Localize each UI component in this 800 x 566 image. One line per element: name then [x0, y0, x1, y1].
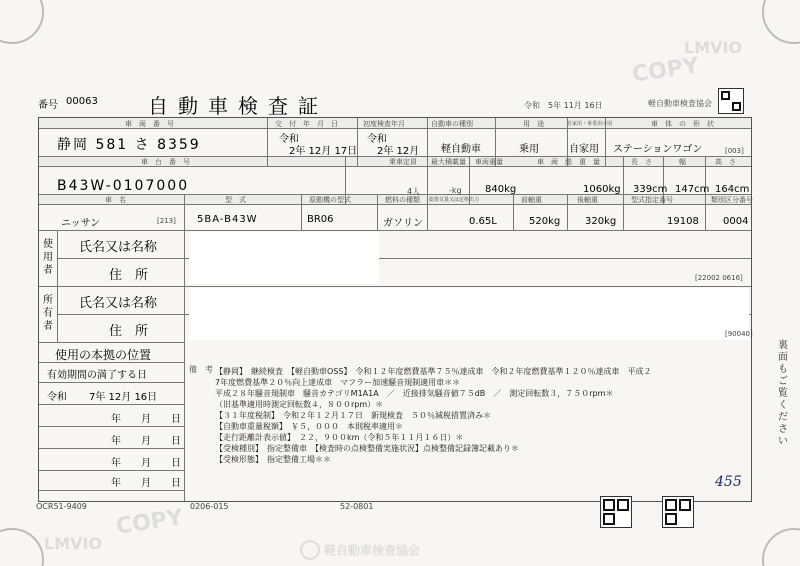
- owner-side-label: 所有者: [43, 295, 53, 332]
- plate-number: 静岡 581 さ 8359: [57, 137, 201, 153]
- qr-code-icon: [662, 496, 694, 528]
- vehicle-kind: 軽自動車: [441, 144, 481, 155]
- chassis-number: B43W-0107000: [57, 178, 190, 194]
- remarks-line: 【受検種別】 指定整備車 【検査時の点検整備実施状況】点検整備記録簿記載あり＊: [215, 444, 519, 453]
- corner-ornament: [762, 0, 800, 44]
- expiry-label: 有効期間の満了する日: [47, 370, 147, 381]
- header-use: 用 途: [523, 120, 544, 128]
- class-no-value: 0004: [723, 216, 749, 227]
- expiry-era: 令和: [47, 392, 67, 403]
- fuel-type: ガソリン: [383, 218, 423, 229]
- expiry-blank: 年 月 日: [111, 414, 181, 425]
- user-name-label: 氏名又は名称: [79, 240, 158, 255]
- remarks-line: 7年度燃費基準２０％向上達成車 マフラー加速騒音規制適用車＊＊: [215, 378, 461, 387]
- header-plate: 車 両 番 号: [125, 120, 174, 128]
- max-load-value: -kg: [449, 186, 462, 195]
- private-use: 自家用: [569, 144, 599, 155]
- header-fuel: 燃料の種類: [385, 196, 420, 204]
- remarks-label: 備 考: [189, 365, 213, 374]
- first-date-value: 2年 12月: [377, 146, 420, 157]
- handwritten-number: 455: [715, 474, 742, 490]
- issuer-name: 軽自動車検査協会: [648, 99, 712, 108]
- type-no-value: 19108: [667, 216, 699, 227]
- watermark-brand: LMVIO: [44, 534, 103, 553]
- remarks-line: 【走行距離計表示値】 ２２，９００km（令和５年１１月１６日）＊: [215, 433, 464, 442]
- body-shape: ステーションワゴン: [613, 144, 703, 155]
- remarks-line: 【３１年度税制】 令和２年１２月１７日 新規検査 ５０％減税措置済み＊: [215, 411, 491, 420]
- watermark-issuer: [300, 540, 420, 560]
- number-label: 番号: [38, 100, 58, 111]
- header-width: 幅: [679, 158, 686, 166]
- model-code: 5BA-B43W: [197, 214, 258, 225]
- width-value: 147cm: [675, 184, 710, 195]
- issue-era: 令和: [279, 134, 299, 145]
- header-first-date: 初度検査年月: [363, 120, 405, 128]
- remarks-line: 平成２８年騒音規制車 騒音カテゴリM1A1A ／ 近接排気騒音値７５dB ／ 測定回転数３，７５０rpm＊: [215, 389, 614, 398]
- expiry-date: 7年 12月 16日: [89, 392, 158, 403]
- header-capacity: 乗車定員: [389, 158, 417, 166]
- displacement-value: 0.65L: [469, 216, 497, 227]
- vehicle-use: 乗用: [519, 144, 539, 155]
- certificate-number: 00063: [66, 96, 98, 107]
- redacted-user: [189, 232, 379, 284]
- header-class-no: 類別区分番号: [711, 196, 753, 204]
- owner-name-label: 氏名又は名称: [79, 296, 158, 311]
- header-weight: 車両重量: [475, 158, 503, 166]
- expiry-blank: 年 月 日: [111, 478, 181, 489]
- certificate-table: [38, 117, 752, 502]
- back-side-note: 裏面もご覧ください: [778, 340, 788, 447]
- header-kind: 自動車の種別: [431, 120, 473, 128]
- remarks-line: 【受検形態】 指定整備工場＊＊: [215, 455, 331, 464]
- header-engine: 原動機の型式: [309, 196, 351, 204]
- header-issue-date: 交 付 年 月 日: [275, 120, 338, 128]
- redacted-owner: [189, 288, 749, 340]
- watermark-issuer-text: 軽自動車検査協会: [324, 543, 421, 558]
- remarks-line: （旧基準適用時測定回転数４，８００rpm）＊: [215, 400, 384, 409]
- qr-code-icon: [600, 496, 632, 528]
- issue-date: 令和 5年 11月 16日: [524, 101, 603, 110]
- footer-code-1: 0206-015: [190, 502, 229, 511]
- issuer-seal-icon: [718, 88, 744, 114]
- header-gross-weight: 車 両 総 重 量: [537, 158, 600, 166]
- watermark-copy: COPY: [630, 53, 701, 88]
- issuer-emblem-icon: [300, 540, 320, 560]
- remarks-line: 【静岡】 継続検査 【軽自動車OSS】 令和１２年度燃費基準７５％達成車 令和２年度燃費基準１２０％達成車 平成２: [215, 367, 652, 376]
- document-title: 自動車検査証: [148, 94, 328, 118]
- corner-ornament: [0, 0, 44, 44]
- gross-weight-value: 1060kg: [583, 184, 621, 195]
- footer-code-2: 52-0801: [340, 502, 374, 511]
- expiry-blank: 年 月 日: [111, 458, 181, 469]
- header-body-shape: 車 体 の 形 状: [651, 120, 714, 128]
- owner-code: [90040]: [725, 330, 753, 338]
- owner-address-label: 住 所: [109, 324, 149, 339]
- header-model: 型 式: [225, 196, 246, 204]
- issue-date-value: 2年 12月 17日: [289, 146, 358, 157]
- header-height: 高 さ: [715, 158, 736, 166]
- location-label: 使用の本拠の位置: [55, 348, 152, 362]
- watermark-copy: COPY: [114, 505, 185, 540]
- user-side-label: 使用者: [43, 239, 53, 276]
- maker-name: ニッサン: [61, 218, 101, 229]
- header-length: 長 さ: [631, 158, 652, 166]
- user-address-label: 住 所: [109, 268, 149, 283]
- header-front-axle: 前軸重: [521, 196, 542, 204]
- header-private: 自家用・事業用の別: [567, 121, 613, 127]
- engine-model: BR06: [307, 214, 334, 225]
- weight-value: 840kg: [485, 184, 517, 195]
- header-displacement: 総排気量又は定格出力: [429, 197, 480, 203]
- rear-axle-value: 320kg: [585, 216, 617, 227]
- form-number: OCR51-9409: [36, 502, 87, 511]
- first-era: 令和: [367, 134, 387, 145]
- header-rear-axle: 後軸重: [577, 196, 598, 204]
- maker-code: [213]: [157, 217, 176, 225]
- header-max-load: 最大積載量: [431, 158, 466, 166]
- corner-ornament: [0, 528, 44, 566]
- front-axle-value: 520kg: [529, 216, 561, 227]
- capacity-value: 4人: [407, 187, 421, 196]
- header-type-no: 型式指定番号: [631, 196, 673, 204]
- header-chassis: 車 台 番 号: [141, 158, 190, 166]
- corner-ornament: [762, 528, 800, 566]
- expiry-blank: 年 月 日: [111, 436, 181, 447]
- user-code: [22002 0616]: [695, 274, 743, 282]
- watermark-brand: LMVIO: [684, 38, 743, 57]
- height-value: 164cm: [715, 184, 750, 195]
- body-code: [003]: [725, 147, 744, 155]
- remarks-line: 【自動車重量税額】 ￥５，０００ 本則税率適用＊: [215, 422, 403, 431]
- length-value: 339cm: [633, 184, 668, 195]
- header-maker: 車 名: [105, 196, 126, 204]
